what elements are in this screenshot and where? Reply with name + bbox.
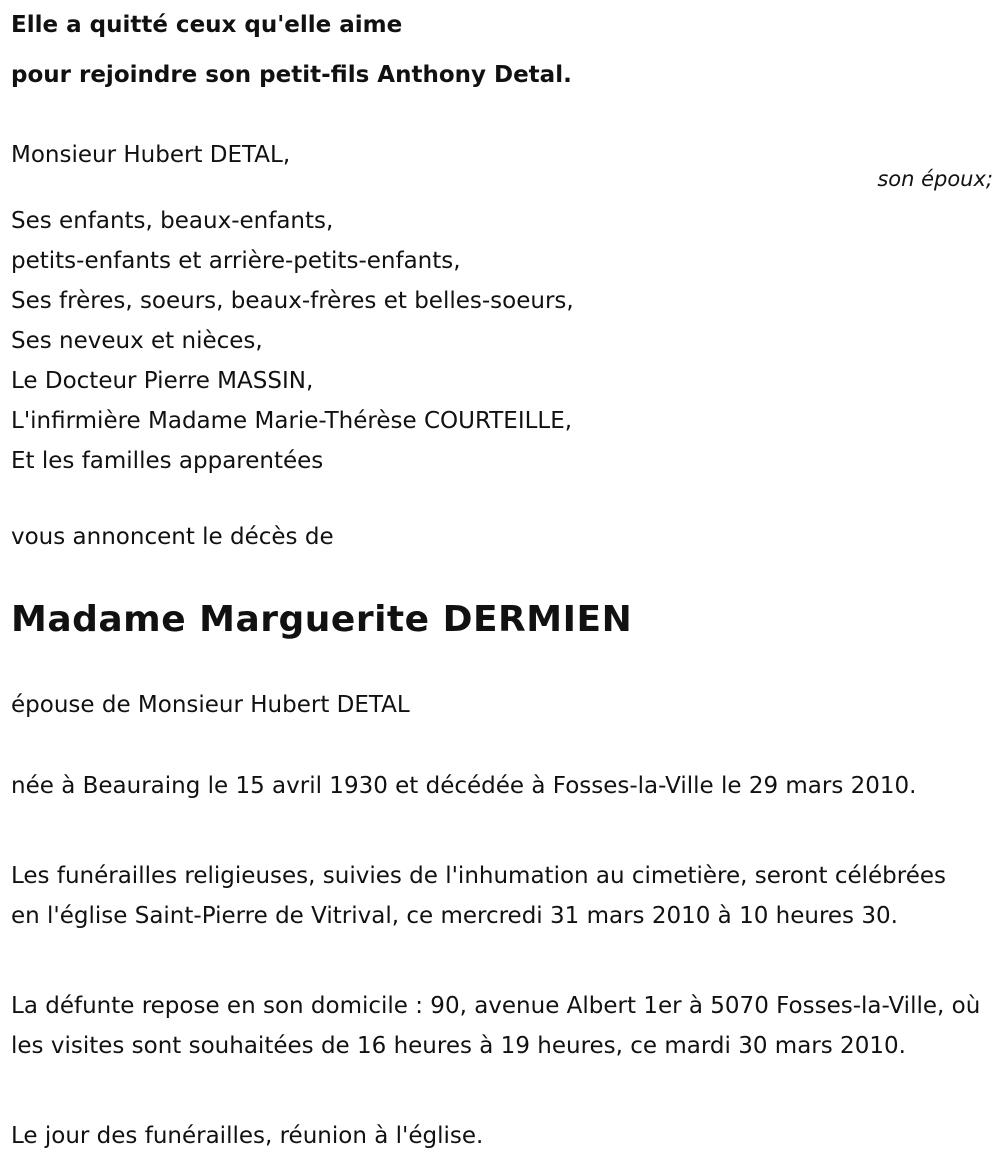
family-item: Ses neveux et nièces, <box>11 328 263 354</box>
meeting-details: Le jour des funérailles, réunion à l'église. <box>11 1123 484 1149</box>
family-item: Et les familles apparentées <box>11 448 324 474</box>
family-item: Ses frères, soeurs, beaux-frères et belles-soeurs, <box>11 288 574 314</box>
spouse-name: Monsieur Hubert DETAL, <box>11 142 291 168</box>
deceased-name: Madame Marguerite DERMIEN <box>11 599 633 640</box>
family-item: Le Docteur Pierre MASSIN, <box>11 368 314 394</box>
family-list <box>11 201 574 481</box>
deceased-spouse-line: épouse de Monsieur Hubert DETAL <box>11 692 410 718</box>
visitation-details: La défunte repose en son domicile : 90, avenue Albert 1er à 5070 Fosses-la-Ville, où les visites sont souhaitées de 16 heures à 19 heures, ce mardi 30 mars 2010. <box>11 993 981 1059</box>
spouse-role: son époux; <box>877 167 993 191</box>
family-item: L'infirmière Madame Marie-Thérèse COURTEILLE, <box>11 408 573 434</box>
family-item: Ses enfants, beaux-enfants, <box>11 208 334 234</box>
family-item: petits-enfants et arrière-petits-enfants, <box>11 248 461 274</box>
funeral-details: Les funérailles religieuses, suivies de l'inhumation au cimetière, seront célébrées en l'église Saint-Pierre de Vitrival, ce mercredi 31 mars 2010 à 10 heures 30. <box>11 863 947 929</box>
birth-death-details: née à Beauraing le 15 avril 1930 et décédée à Fosses-la-Ville le 29 mars 2010. <box>11 773 917 799</box>
announcement: vous annoncent le décès de <box>11 524 334 550</box>
intro-line-2: pour rejoindre son petit-fils Anthony Detal. <box>11 62 572 88</box>
intro-line-1: Elle a quitté ceux qu'elle aime <box>11 12 403 38</box>
